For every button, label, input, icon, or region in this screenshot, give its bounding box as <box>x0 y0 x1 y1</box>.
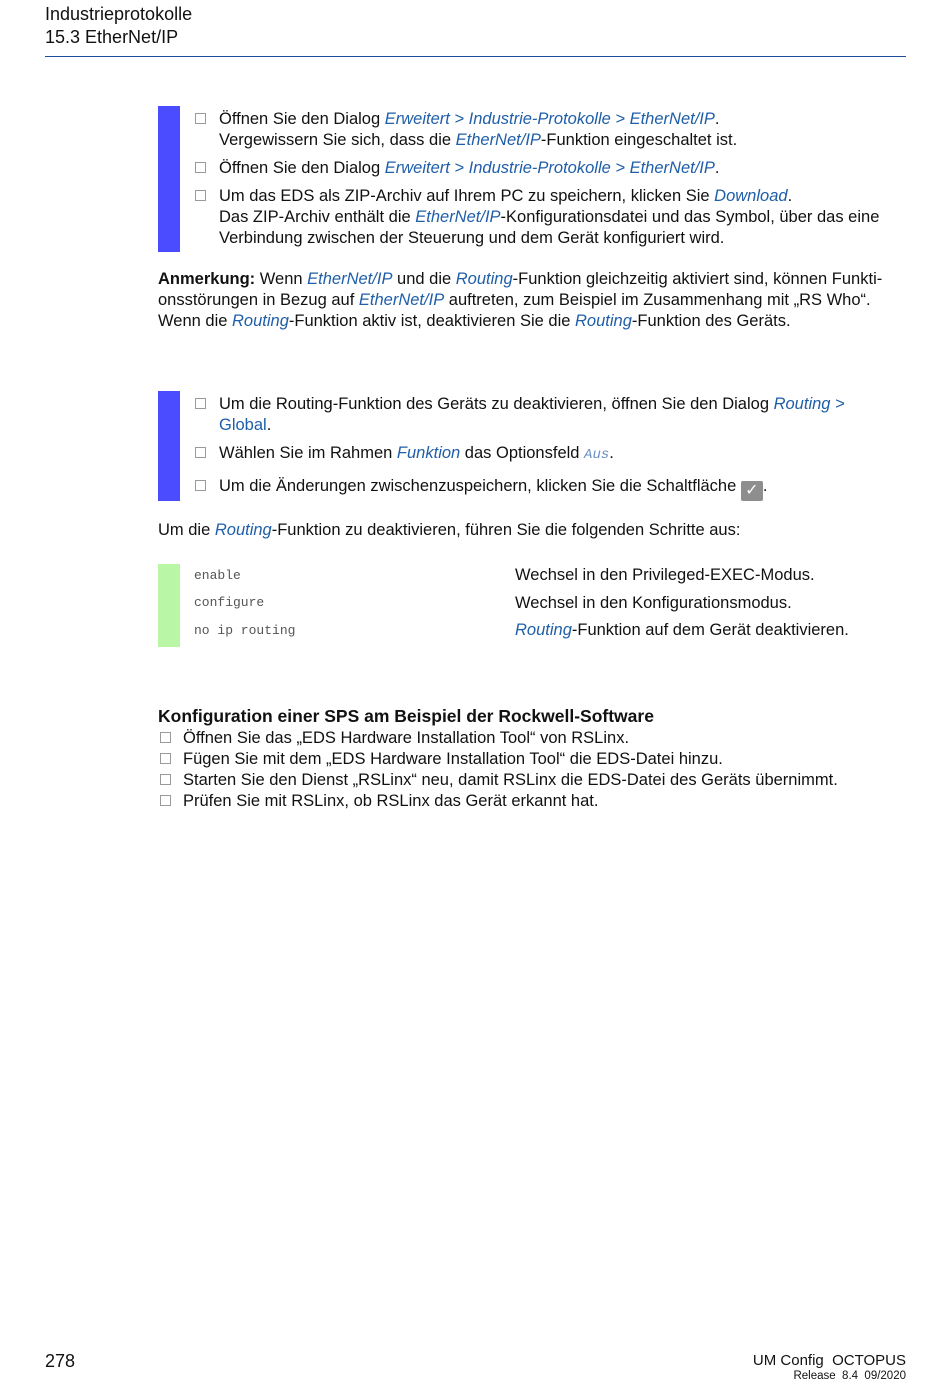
funktion-frame-link[interactable]: Funktion <box>396 444 461 462</box>
step-item <box>195 186 915 249</box>
option-aus[interactable]: Aus <box>584 447 610 463</box>
routing-link[interactable]: Routing <box>575 312 632 330</box>
step-text: . <box>714 110 720 128</box>
step-text: . <box>762 477 768 495</box>
checkbox-icon <box>160 795 171 806</box>
cli-description <box>515 621 849 640</box>
chapter-title: Industrieprotokolle <box>45 4 193 24</box>
checkbox-icon <box>195 113 206 124</box>
checkbox-icon <box>195 480 206 491</box>
step-text: . <box>787 187 793 205</box>
dialog-path-link[interactable]: Erweitert > Industrie-Protokolle > EtherNet/IP <box>384 110 715 128</box>
ethernetip-link[interactable]: EtherNet/IP <box>455 131 541 149</box>
note-text: onsstörungen in Bezug auf <box>158 291 359 309</box>
checkbox-icon <box>195 190 206 201</box>
cli-bar <box>158 564 180 647</box>
instruction-bar <box>158 391 180 501</box>
routing-dialog-link[interactable]: Routing > <box>773 395 845 413</box>
list-item-text: Starten Sie den Dienst „RSLinx“ neu, damit RSLinx die EDS-Datei des Geräts übernimmt. <box>183 771 838 789</box>
cli-command: no ip routing <box>194 623 296 638</box>
intro-text: Um die <box>158 521 215 539</box>
step-item <box>195 109 915 151</box>
checkbox-icon <box>195 398 206 409</box>
step-text: Um das EDS als ZIP-Archiv auf Ihrem PC zu speichern, klicken Sie <box>219 187 715 205</box>
list-item-text: Öffnen Sie das „EDS Hardware Installation Tool“ von RSLinx. <box>183 729 630 747</box>
download-link[interactable]: Download <box>714 187 788 205</box>
note-text: -Funktion aktiv ist, deaktivieren Sie die <box>288 312 576 330</box>
step-text: Um die Routing-Funktion des Geräts zu deaktivieren, öffnen Sie den Dialog <box>219 395 774 413</box>
ethernetip-link[interactable]: EtherNet/IP <box>415 208 501 226</box>
note-label: Anmerkung: <box>158 270 256 288</box>
step-text: Öffnen Sie den Dialog <box>219 110 385 128</box>
checkbox-icon <box>195 447 206 458</box>
dialog-path-link[interactable]: Erweitert > Industrie-Protokolle > EtherNet/IP <box>384 159 715 177</box>
list-item-text: Prüfen Sie mit RSLinx, ob RSLinx das Gerät erkannt hat. <box>183 792 599 810</box>
document-title: UM Config OCTOPUS <box>752 1352 906 1369</box>
step-text: -Konfigurationsdatei und das Symbol, über das eine <box>500 208 880 226</box>
section-title: 15.3 EtherNet/IP <box>45 27 179 47</box>
checkbox-icon <box>160 753 171 764</box>
note-text: -Funktion des Geräts. <box>631 312 791 330</box>
list-item-text: Fügen Sie mit dem „EDS Hardware Installation Tool“ die EDS-Datei hinzu. <box>183 750 723 768</box>
note-text: Wenn <box>255 270 308 288</box>
note-text: -Funktion gleichzeitig aktiviert sind, können Funkti- <box>512 270 883 288</box>
checkbox-icon <box>195 162 206 173</box>
cli-description: Wechsel in den Privileged-EXEC-Modus. <box>515 566 815 584</box>
step-text: Wählen Sie im Rahmen <box>219 444 397 462</box>
routing-link[interactable]: Routing <box>515 621 572 639</box>
step-text: das Optionsfeld <box>460 444 585 462</box>
step-text: . <box>714 159 720 177</box>
routing-link[interactable]: Routing <box>214 521 272 539</box>
step-text: Verbindung zwischen der Steuerung und dem Gerät konfiguriert wird. <box>219 229 725 247</box>
cli-command: enable <box>194 568 241 583</box>
checkbox-icon <box>160 774 171 785</box>
section-heading: Konfiguration einer SPS am Beispiel der Rockwell-Software <box>158 706 654 726</box>
ethernetip-link[interactable]: EtherNet/IP <box>358 291 445 309</box>
checkbox-icon <box>160 732 171 743</box>
step-text: . <box>266 416 272 434</box>
intro-text: -Funktion zu deaktivieren, führen Sie die folgenden Schritte aus: <box>271 521 741 539</box>
step-text: Öffnen Sie den Dialog <box>219 159 385 177</box>
global-dialog-link[interactable]: Global <box>219 416 267 434</box>
ethernetip-link[interactable]: EtherNet/IP <box>307 270 393 288</box>
save-checkmark-icon[interactable]: ✓ <box>741 481 763 501</box>
page-number: 278 <box>45 1351 76 1371</box>
note-text: auftreten, zum Beispiel im Zusammenhang mit „RS Who“. <box>444 291 871 309</box>
cli-description-text: -Funktion auf dem Gerät deaktivieren. <box>571 621 849 639</box>
step-text: Vergewissern Sie sich, dass die <box>219 131 456 149</box>
step-item <box>195 476 915 499</box>
header-rule <box>45 56 906 57</box>
cli-description: Wechsel in den Konfigurationsmodus. <box>515 594 792 612</box>
instruction-bar <box>158 106 180 252</box>
release-info: Release 8.4 09/2020 <box>793 1370 906 1382</box>
step-text: -Funktion eingeschaltet ist. <box>540 131 738 149</box>
routing-link[interactable]: Routing <box>232 312 289 330</box>
step-item <box>195 443 915 464</box>
note-paragraph <box>158 269 908 332</box>
step-item <box>195 394 915 436</box>
step-text: . <box>609 444 614 462</box>
step-text: Das ZIP-Archiv enthält die <box>219 208 416 226</box>
note-text: und die <box>392 270 456 288</box>
note-text: Wenn die <box>158 312 232 330</box>
step-item <box>195 158 915 179</box>
routing-link[interactable]: Routing <box>455 270 513 288</box>
cli-intro <box>158 520 908 541</box>
step-text: Um die Änderungen zwischenzuspeichern, klicken Sie die Schaltfläche <box>219 477 741 495</box>
cli-command: configure <box>194 595 265 610</box>
